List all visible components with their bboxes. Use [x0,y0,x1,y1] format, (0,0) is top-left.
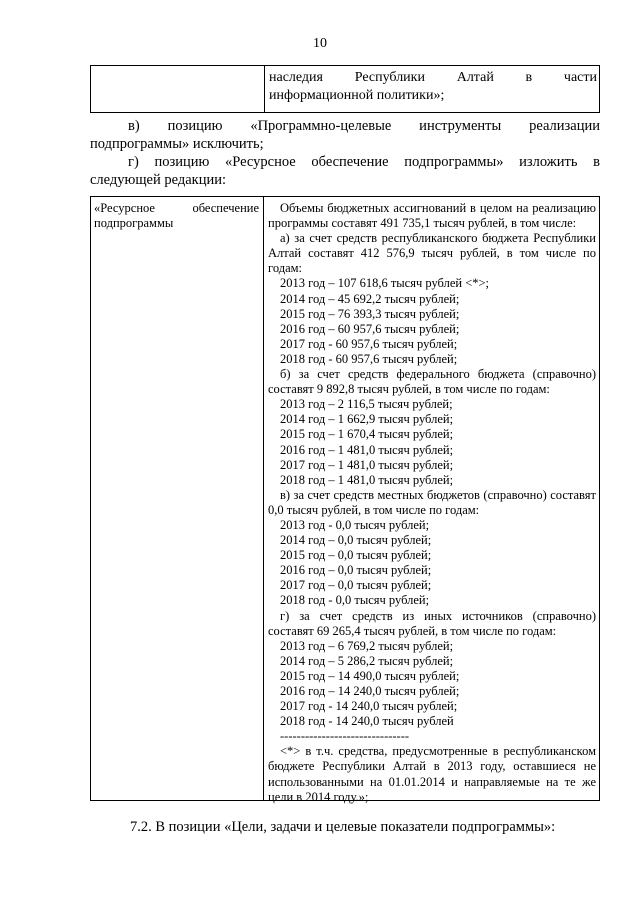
content-line: <*> в т.ч. средства, предусмотренные в республиканском [280,744,596,759]
content-line: 2013 год – 6 769,2 тысяч рублей; [280,638,454,653]
content-line: 2018 год - 60 957,6 тысяч рублей; [280,351,458,366]
label-line: подпрограммы [94,216,174,230]
content-line: 2013 год - 0,0 тысяч рублей; [280,517,430,532]
content-line: составят 69 265,4 тысяч рублей, в том числе по годам: [268,623,557,638]
content-line: 0,0 тысяч рублей, в том числе по годам: [268,502,480,517]
content-line: в) за счет средств местных бюджетов (справочно) составят [280,487,596,502]
content-line: г) за счет средств из иных источников (справочно) [280,608,596,623]
label-line: «Ресурсное обеспечение [94,201,259,215]
content-line: 2015 год – 0,0 тысяч рублей; [280,548,432,563]
paragraph-g [90,153,600,189]
resource-label-cell [91,197,264,800]
content-line: 2015 год – 14 490,0 тысяч рублей; [280,668,460,683]
content-line: 2016 год – 60 957,6 тысяч рублей; [280,321,460,336]
empty-label-cell [91,66,265,112]
resource-table [90,196,600,804]
content-line: 2013 год – 2 116,5 тысяч рублей; [280,397,453,412]
continuation-line: информационной политики»; [269,88,445,103]
content-line: 2017 год - 14 240,0 тысяч рублей; [280,699,458,714]
content-line: 2013 год – 107 618,6 тысяч рублей <*>; [280,276,490,291]
content-line: программы составят 491 735,1 тысяч рублей, в том числе: [268,216,577,231]
content-line: использованными на 01.01.2014 и направляемые на те же [268,774,596,789]
content-line: бюджете Республики Алтай в 2013 году, оставшиеся не [268,759,596,774]
content-line: годам: [268,261,302,276]
content-line: 2017 год – 1 481,0 тысяч рублей; [280,457,454,472]
paragraph-line: г) позицию «Ресурсное обеспечение подпрограммы» изложить в [128,154,600,170]
content-line: 2016 год – 1 481,0 тысяч рублей; [280,442,454,457]
content-line: б) за счет средств федерального бюджета (справочно) [280,367,596,382]
content-line: 2018 год - 0,0 тысяч рублей; [280,593,430,608]
content-line: Объемы бюджетных ассигнований в целом на реализацию [280,201,596,215]
resource-content-cell [264,197,599,804]
paragraph-line: следующей редакции: [90,172,227,188]
content-line: Алтай составят 412 576,9 тысяч рублей, в том числе по [268,246,596,261]
content-line: 2014 год – 0,0 тысяч рублей; [280,533,432,548]
content-line: 2016 год – 14 240,0 тысяч рублей; [280,684,460,698]
content-line: 2014 год – 45 692,2 тысяч рублей; [280,291,460,306]
content-line: 2015 год – 76 393,3 тысяч рублей; [280,306,460,321]
continuation-table [90,65,600,113]
content-line: 2014 год – 5 286,2 тысяч рублей; [280,653,454,668]
continuation-cell [265,66,599,112]
continuation-line: наследия Республики Алтай в части [269,70,597,85]
paragraph-line: подпрограммы» исключить; [90,136,264,152]
paragraph-line: в) позицию «Программно-целевые инструменты реализации [128,118,600,134]
content-line: 2017 год - 60 957,6 тысяч рублей; [280,336,458,351]
content-line: 2018 год – 1 481,0 тысяч рублей; [280,472,454,487]
paragraph-v [90,117,600,153]
content-line: 2017 год – 0,0 тысяч рублей; [280,578,432,593]
page-number: 10 [313,36,327,51]
section-paragraph: 7.2. В позиции «Цели, задачи и целевые показатели подпрограммы»: [130,819,556,835]
content-line: цели в 2014 году.»; [268,789,369,804]
content-line: а) за счет средств республиканского бюджета Республики [280,231,596,246]
content-line: 2015 год – 1 670,4 тысяч рублей; [280,427,454,442]
content-line: 2018 год - 14 240,0 тысяч рублей [280,714,454,729]
content-line: 2016 год – 0,0 тысяч рублей; [280,563,432,578]
content-line: составят 9 892,8 тысяч рублей, в том числе по годам: [268,382,550,397]
content-line: ------------------------------- [280,729,410,744]
content-line: 2014 год – 1 662,9 тысяч рублей; [280,412,454,427]
